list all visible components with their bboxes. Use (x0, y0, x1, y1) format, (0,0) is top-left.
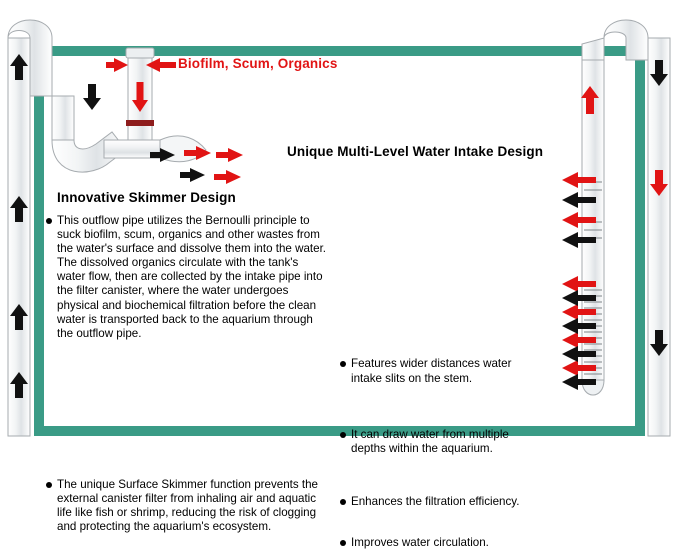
intake-heading: Unique Multi-Level Water Intake Design (287, 144, 544, 159)
skimmer-paragraph-1 (57, 214, 329, 341)
intake-bullet-3-text: Enhances the filtration efficiency. (351, 495, 520, 509)
intake-bullet-4-text: Improves water circulation. (351, 535, 489, 549)
skimmer-heading: Innovative Skimmer Design (57, 190, 236, 205)
intake-bullet-4 (351, 536, 551, 550)
bullet-dot (340, 540, 346, 546)
intake-bullet-1-text: Features wider distances water intake slits on the stem. (351, 357, 512, 385)
intake-bullet-1 (351, 357, 527, 386)
skimmer-paragraph-1-text: This outflow pipe utilizes the Bernoulli principle to suck biofilm, scum, organics and other wastes from the water's surface and dissolve them into the water. The dissolved organics circulate with the tank's water flow, then are collected by the intake pipe into the filter canister, where the water undergoes physical and biochemical filtration before the clean water is transported back to the aquarium through the outflow pipe. (57, 214, 327, 340)
bullet-dot (46, 482, 52, 488)
biofilm-label: Biofilm, Scum, Organics (178, 56, 338, 71)
intake-bullet-2 (351, 428, 527, 457)
skimmer-paragraph-2-text: The unique Surface Skimmer function prevents the external canister filter from inhaling air and aquatic life like fish or shrimp, reducing the risk of clogging and protecting the aquarium's ecosystem. (57, 477, 318, 534)
skimmer-paragraph-2 (57, 478, 329, 534)
bullet-dot (340, 432, 346, 438)
intake-bullet-2-text: It can draw water from multiple depths within the aquarium. (351, 427, 509, 456)
bullet-dot (46, 218, 52, 224)
bullet-dot (340, 499, 346, 505)
intake-bullet-3 (351, 495, 551, 509)
